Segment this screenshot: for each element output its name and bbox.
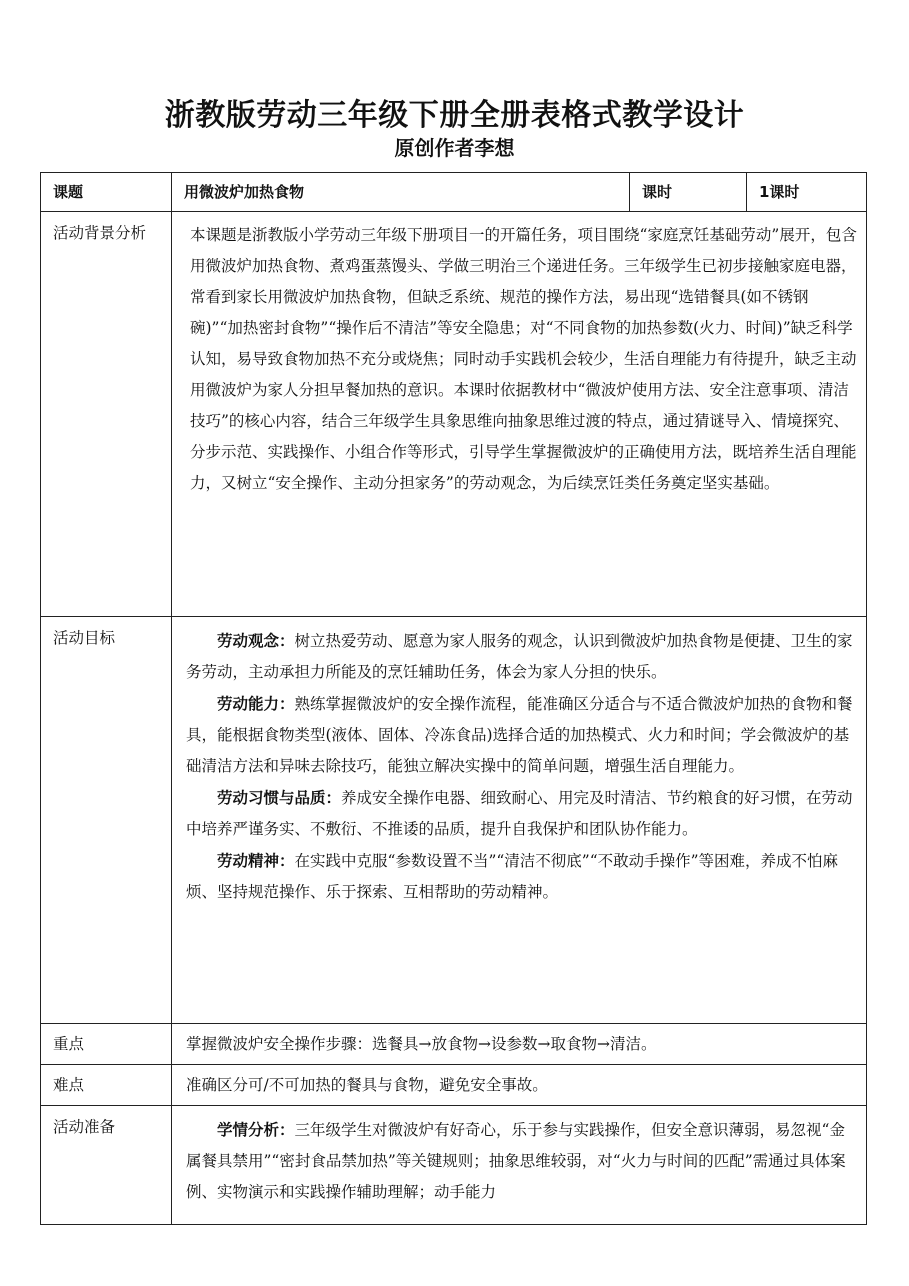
goal-item [186, 625, 858, 688]
label-difficulty: 难点 [41, 1065, 172, 1106]
goal-text: 树立热爱劳动、愿意为家人服务的观念，认识到微波炉加热食物是便捷、卫生的家务劳动，主动承担力所能及的烹饪辅助任务，体会为家人分担的快乐。 [186, 632, 853, 681]
preparation-text: 三年级学生对微波炉有好奇心，乐于参与实践操作，但安全意识薄弱，易忽视“金属餐具禁用”“密封食品禁加热”等关键规则；抽象思维较弱，对“火力与时间的匹配”需通过具体案例、实物演示和实践操作辅助理解；动手能力 [186, 1121, 846, 1201]
topic-value: 用微波炉加热食物 [172, 173, 630, 212]
difficulty-row [41, 1065, 867, 1106]
key-point-row [41, 1024, 867, 1065]
goal-text: 熟练掌握微波炉的安全操作流程，能准确区分适合与不适合微波炉加热的食物和餐具，能根据食物类型(液体、固体、冷冻食品)选择合适的加热模式、火力和时间；学会微波炉的基础清洁方法和异味去除技巧，能独立解决实操中的简单问题，增强生活自理能力。 [186, 695, 853, 775]
period-value: 1课时 [747, 173, 867, 212]
goal-text: 在实践中克服“参数设置不当”“清洁不彻底”“不敢动手操作”等困难，养成不怕麻烦、坚持规范操作、乐于探索、互相帮助的劳动精神。 [186, 852, 839, 901]
background-cell [172, 212, 867, 617]
goal-head: 劳动精神： [217, 851, 295, 870]
key-point-text: 掌握微波炉安全操作步骤：选餐具→放食物→设参数→取食物→清洁。 [172, 1024, 867, 1065]
goals-row [41, 617, 867, 1024]
document-title: 浙教版劳动三年级下册全册表格式教学设计 [164, 98, 745, 133]
preparation-row [41, 1106, 867, 1225]
label-preparation: 活动准备 [41, 1106, 172, 1225]
goal-head: 劳动观念： [217, 631, 295, 650]
background-text: 本课题是浙教版小学劳动三年级下册项目一的开篇任务，项目围绕“家庭烹饪基础劳动”展开，包含用微波炉加热食物、煮鸡蛋蒸馒头、学做三明治三个递进任务。三年级学生已初步接触家庭电器，常看到家长用微波炉加热食物，但缺乏系统、规范的操作方法，易出现“选错餐具(如不锈钢碗)”“加热密封食物”“操作后不清洁”等安全隐患；对“不同食物的加热参数(火力、时间)”缺乏科学认知，易导致食物加热不充分或烧焦；同时动手实践机会较少，生活自理能力有待提升，缺乏主动用微波炉为家人分担早餐加热的意识。本课时依据教材中“微波炉使用方法、安全注意事项、清洁技巧”的核心内容，结合三年级学生具象思维向抽象思维过渡的特点，通过猜谜导入、情境探究、分步示范、实践操作、小组合作等形式，引导学生掌握微波炉的正确使用方法，既培养生活自理能力，又树立“安全操作、主动分担家务”的劳动观念，为后续烹饪类任务奠定坚实基础。 [190, 226, 857, 492]
header-row [41, 173, 867, 212]
difficulty-text: 准确区分可/不可加热的餐具与食物，避免安全事故。 [172, 1065, 867, 1106]
label-topic: 课题 [41, 173, 172, 212]
goal-item [186, 688, 858, 782]
preparation-item [186, 1114, 858, 1208]
goal-head: 劳动能力： [217, 694, 295, 713]
label-period: 课时 [630, 173, 747, 212]
goal-text: 养成安全操作电器、细致耐心、用完及时清洁、节约粮食的好习惯，在劳动中培养严谨务实、不敷衍、不推诿的品质，提升自我保护和团队协作能力。 [186, 789, 853, 838]
preparation-head: 学情分析： [217, 1120, 295, 1139]
goal-item [186, 845, 858, 908]
goal-item [186, 782, 858, 845]
label-key-point: 重点 [41, 1024, 172, 1065]
lesson-plan-table [40, 172, 867, 1225]
label-goals: 活动目标 [41, 617, 172, 1024]
background-row [41, 212, 867, 617]
preparation-cell [172, 1106, 867, 1225]
document-subtitle: 原创作者李想 [394, 136, 515, 160]
goal-head: 劳动习惯与品质： [217, 788, 342, 807]
label-background: 活动背景分析 [41, 212, 172, 617]
goals-cell [172, 617, 867, 1024]
